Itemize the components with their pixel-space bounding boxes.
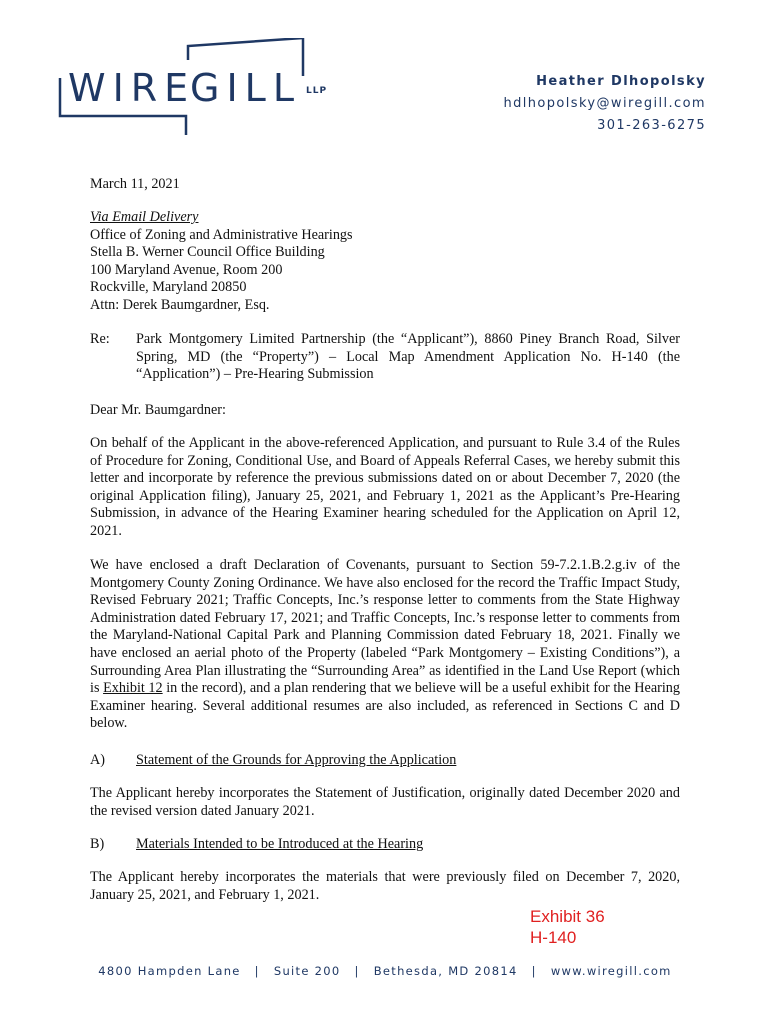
- paragraph-2-text-a: We have enclosed a draft Declaration of Covenants, pursuant to Section 59-7.2.1.B.2.g.iv of the Montgomery County Zoning Ordinance. We have also enclosed for the record the Traffic Impact Study, Revised February 2021; Traffic Concepts, Inc.’s response letter to comments from the State Highway Administration dated February 17, 2021; and Traffic Concepts, Inc.’s response letter to comments from the Maryland-National Capital Park and Planning Commission dated February 18, 2021. Finally we have enclosed an aerial photo of the Property (labeled “Park Montgomery – Existing Conditions”), a Surrounding Area Plan illustrating the “Surrounding Area” as identified in the Land Use Report (which is: [90, 557, 680, 697]
- paragraph-2-text-b: in the record), and a plan rendering that we believe will be a useful exhibit for the Hearing Examiner hearing. Several additional resumes are also included, as referenced in Sections C and D below.: [90, 680, 680, 732]
- section-b-title: Materials Intended to be Introduced at the Hearing: [136, 836, 424, 852]
- paragraph-1: On behalf of the Applicant in the above-referenced Application, and pursuant to Rule 3.4 of the Rules of Procedure for Zoning, Conditional Use, and Board of Appeals Referral Cases, we hereby submit this letter and incorporate by reference the previous submissions dated on or about December 7, 2020 (the original Application filing), January 25, 2021, and February 1, 2021 as the Applicant’s Pre-Hearing Submission, in advance of the Hearing Examiner hearing scheduled for the Application on April 12, 2021.: [90, 435, 680, 539]
- logo-word-wire: WIRE: [68, 66, 196, 110]
- exhibit-case: H-140: [530, 928, 577, 947]
- letter-footer: [0, 964, 770, 978]
- footer-suite: Suite 200: [273, 964, 341, 978]
- address-line: Attn: Derek Baumgardner, Esq.: [90, 296, 270, 313]
- footer-separator: |: [531, 964, 537, 978]
- contact-phone: 301-263-6275: [597, 118, 706, 133]
- logo-suffix: LLP: [306, 86, 328, 96]
- section-b-label: B): [90, 836, 105, 852]
- footer-separator: |: [254, 964, 260, 978]
- footer-street: 4800 Hampden Lane: [98, 964, 241, 978]
- footer-website[interactable]: www.wiregill.com: [550, 964, 672, 978]
- exhibit-12-link[interactable]: Exhibit 12: [103, 680, 163, 697]
- address-line: Stella B. Werner Council Office Building: [90, 244, 325, 261]
- logo-word-gill: GILL: [190, 66, 301, 110]
- re-subject: Park Montgomery Limited Partnership (the “Applicant”), 8860 Piney Branch Road, Silver Spring, MD (the “Property”) – Local Map Amendment Application No. H-140 (the “Application”) – Pre-Hearing Submission: [136, 331, 680, 383]
- paragraph-4: The Applicant hereby incorporates the materials that were previously filed on December 7, 2020, January 25, 2021, and February 1, 2021.: [90, 869, 680, 903]
- footer-city: Bethesda, MD 20814: [373, 964, 518, 978]
- recipient-address: [90, 209, 680, 315]
- exhibit-number: Exhibit 36: [530, 907, 605, 926]
- exhibit-stamp: [530, 906, 605, 948]
- contact-name: Heather Dlhopolsky: [536, 74, 706, 89]
- salutation: Dear Mr. Baumgardner:: [90, 402, 226, 418]
- address-line: Rockville, Maryland 20850: [90, 279, 247, 296]
- paragraph-2: [90, 557, 680, 733]
- wire-gill-logo: [58, 38, 348, 138]
- footer-separator: |: [354, 964, 360, 978]
- address-line: 100 Maryland Avenue, Room 200: [90, 261, 283, 278]
- paragraph-3: The Applicant hereby incorporates the Statement of Justification, originally dated December 2020 and the revised version dated January 2021.: [90, 785, 680, 819]
- letter-date: March 11, 2021: [90, 176, 180, 192]
- re-label: Re:: [90, 331, 110, 347]
- contact-block: [503, 71, 706, 137]
- delivery-method: Via Email Delivery: [90, 209, 199, 225]
- section-a-title: Statement of the Grounds for Approving the Application: [136, 752, 457, 768]
- section-a-label: A): [90, 752, 105, 768]
- contact-email[interactable]: hdlhopolsky@wiregill.com: [503, 96, 706, 111]
- address-line: Office of Zoning and Administrative Hearings: [90, 226, 353, 243]
